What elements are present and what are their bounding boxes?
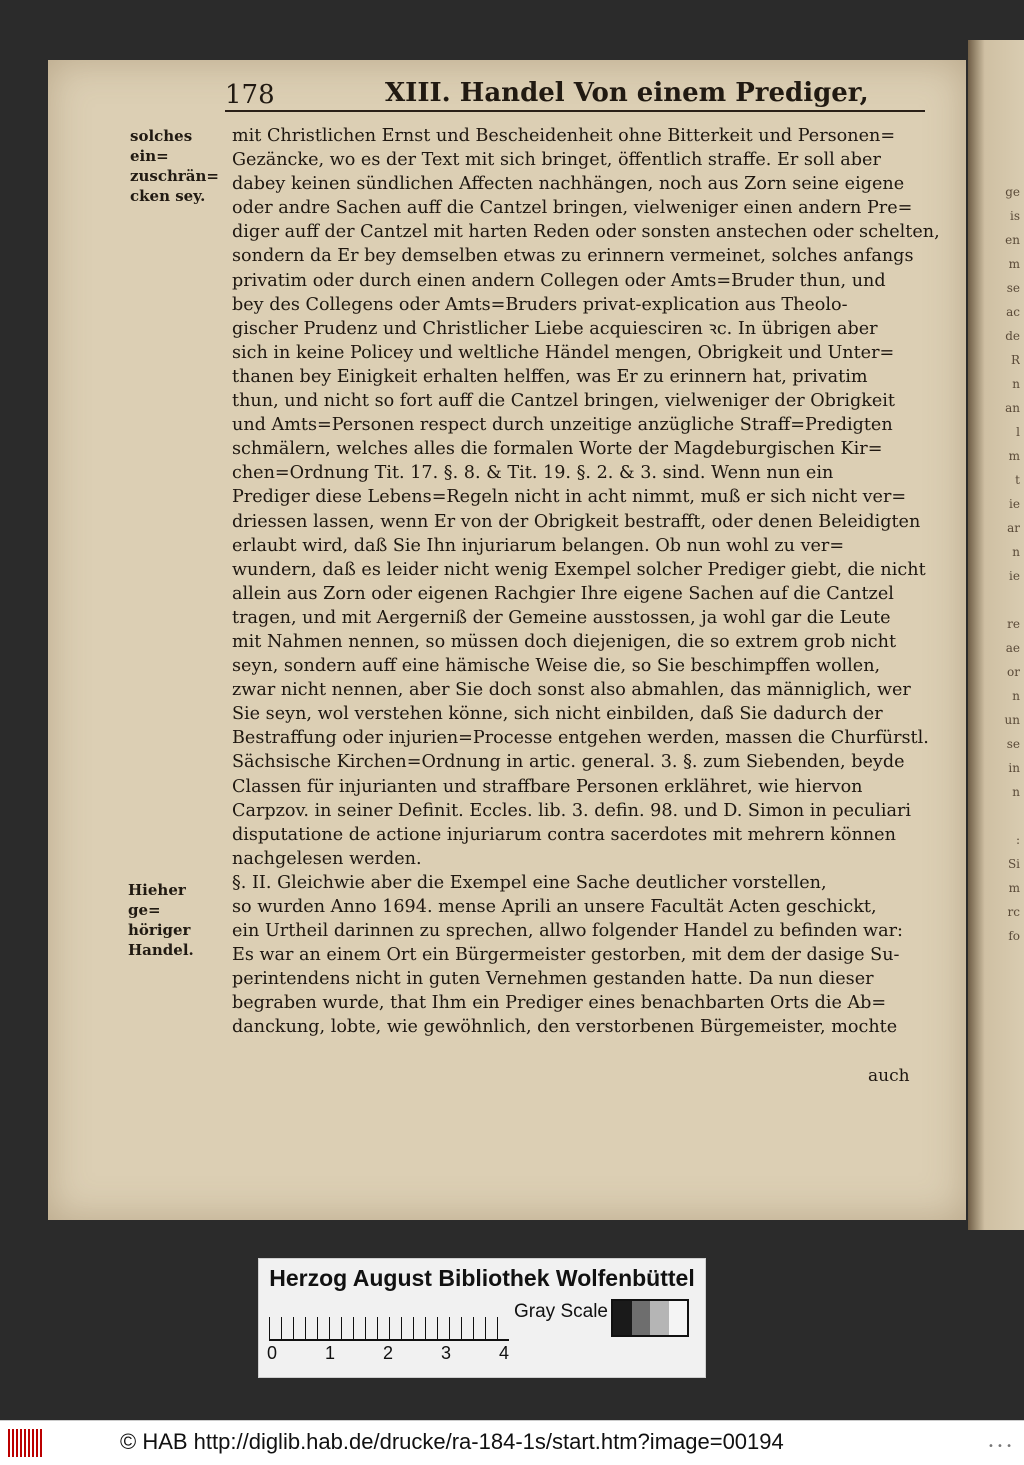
margin-note-line: höriger	[128, 921, 191, 939]
text-line: Classen für injurianten und straffbare Personen erklähret, wie hiervon	[232, 776, 863, 797]
text-line: danckung, lobte, wie gewöhnlich, den verstorbenen Bürgemeister, mochte	[232, 1017, 898, 1038]
text-line: §. II. Gleichwie aber die Exempel eine Sache deutlicher vorstellen,	[232, 872, 827, 893]
body-text	[232, 124, 940, 1040]
text-line: driessen lassen, wenn Er von der Obrigkeit bestrafft, oder denen Beleidigten	[232, 511, 921, 532]
text-line: wundern, daß es leider nicht wenig Exempel solcher Prediger giebt, die nicht	[232, 559, 926, 580]
catchword: auch	[868, 1066, 910, 1086]
text-line: Carpzov. in seiner Definit. Eccles. lib. 3. defin. 98. und D. Simon in peculiari	[232, 800, 911, 821]
text-line: gischer Prudenz und Christlicher Liebe acquiesciren ꝛc. In übrigen aber	[232, 318, 878, 339]
text-line: tragen, und mit Aergerniß der Gemeine ausstossen, ja wohl gar die Leute	[232, 607, 891, 628]
gray-swatch	[669, 1301, 688, 1335]
text-line: dabey keinen sündlichen Affecten nachhängen, noch aus Zorn seine eigene	[232, 174, 905, 195]
adjacent-page-text: ge is en m se ac de R n an l m t ie ar n ie re ae or n un se in n : Si m rc fo	[1004, 185, 1020, 943]
text-line: erlaubt wird, daß Sie Ihn injuriarum belangen. Ob nun wohl zu ver=	[232, 535, 845, 556]
text-line: privatim oder durch einen andern Collegen oder Amts=Bruder thun, und	[232, 270, 886, 291]
text-line: Sie seyn, wol verstehen könne, sich nicht einbilden, daß Sie dadurch der	[232, 704, 883, 725]
text-line: chen=Ordnung Tit. 17. §. 8. & Tit. 19. §. 2. & 3. sind. Wenn nun ein	[232, 463, 834, 484]
text-line: oder andre Sachen auff die Cantzel bringen, vielweniger einen andern Pre=	[232, 198, 913, 219]
margin-note	[128, 880, 218, 960]
margin-note-line: solches ein=	[130, 127, 193, 165]
text-line: Prediger diese Lebens=Regeln nicht in acht nimmt, muß er sich nicht ver=	[232, 487, 907, 508]
text-line: Gezäncke, wo es der Text mit sich bringet, öffentlich straffe. Er soll aber	[232, 150, 881, 171]
text-line: ein Urtheil darinnen zu sprechen, allwo folgender Handel zu befinden war:	[232, 921, 903, 942]
gray-swatch	[613, 1301, 632, 1335]
scale-ruler	[269, 1299, 509, 1341]
ruler-number: 0	[267, 1343, 278, 1363]
ruler-number: 3	[441, 1343, 452, 1363]
adjacent-page-edge	[968, 40, 1024, 1230]
ruler-number: 2	[383, 1343, 394, 1363]
text-line: bey des Collegens oder Amts=Bruders privat-explication aus Theolo-	[232, 294, 848, 315]
text-line: diger auff der Cantzel mit harten Reden oder sonsten anstechen oder schelten,	[232, 222, 940, 243]
ruler-number: 4	[499, 1343, 510, 1363]
text-line: und Amts=Personen respect durch unzeitige anzügliche Straff=Predigten	[232, 415, 893, 436]
gray-scale-label: Gray Scale	[514, 1301, 608, 1322]
text-line: zwar nicht nennen, aber Sie doch sonst also abmahlen, das männiglich, wer	[232, 680, 911, 701]
text-line: so wurden Anno 1694. mense Aprili an unsere Facultät Acten geschickt,	[232, 897, 877, 917]
text-line: allein aus Zorn oder eigenen Rachgier Ihre eigene Sachen auf die Cantzel	[232, 583, 894, 604]
text-line: seyn, sondern auff eine hämische Weise die, so Sie beschimpffen wollen,	[232, 656, 881, 677]
library-name: Herzog August Bibliothek Wolfenbüttel	[269, 1265, 695, 1291]
text-line: thanen bey Einigkeit erhalten helffen, was Er zu erinnern hat, privatim	[232, 366, 868, 387]
running-head: XIII. Handel Von einem Prediger,	[385, 78, 869, 108]
text-line: perintendens nicht in guten Vernehmen gestanden hatte. Da nun dieser	[232, 969, 874, 990]
text-line: sondern da Er bey demselben etwas zu erinnern vermeinet, solches anfangs	[232, 246, 914, 267]
text-line: nachgelesen werden.	[232, 848, 422, 869]
text-line: Es war an einem Ort ein Bürgermeister gestorben, mit dem der dasige Su-	[232, 945, 900, 966]
text-line: schmälern, welches alles die formalen Worte der Magdeburgischen Kir=	[232, 439, 883, 460]
margin-note-line: cken sey.	[130, 187, 206, 205]
margin-note-line: zuschrän=	[130, 167, 220, 185]
reference-card	[258, 1258, 706, 1378]
page-number: 178	[225, 80, 275, 110]
text-line: begraben wurde, that Ihm ein Prediger eines benachbarten Orts die Ab=	[232, 993, 887, 1014]
ruler-number: 1	[325, 1343, 336, 1363]
text-line: thun, und nicht so fort auff die Cantzel bringen, vielweniger der Obrigkeit	[232, 391, 895, 412]
text-line: mit Christlichen Ernst und Bescheidenheit ohne Bitterkeit und Personen=	[232, 126, 896, 146]
gray-scale-swatches	[611, 1299, 689, 1337]
gray-swatch	[650, 1301, 669, 1335]
text-line: Sächsische Kirchen=Ordnung in artic. general. 3. §. zum Siebenden, beyde	[232, 752, 905, 773]
text-line: mit Nahmen nennen, so müssen doch diejenigen, die so extrem grob nicht	[232, 631, 897, 652]
page-header	[225, 76, 925, 112]
footer-bar	[0, 1420, 1024, 1465]
more-icon[interactable]: • • •	[987, 1441, 1012, 1452]
margin-note-line: Hieher ge=	[128, 881, 186, 919]
footer-url[interactable]: © HAB http://diglib.hab.de/drucke/ra-184-1s/start.htm?image=00194	[120, 1429, 784, 1454]
margin-note	[130, 126, 220, 206]
text-line: Bestraffung oder injurien=Processe entgehen werden, massen die Churfürstl.	[232, 728, 929, 749]
text-line: sich in keine Policey und weltliche Händel mengen, Obrigkeit und Unter=	[232, 342, 895, 363]
hab-logo-icon	[8, 1429, 42, 1457]
margin-note-line: Handel.	[128, 941, 194, 959]
gray-swatch	[632, 1301, 651, 1335]
text-line: disputatione de actione injuriarum contra sacerdotes mit mehrern können	[232, 824, 896, 845]
